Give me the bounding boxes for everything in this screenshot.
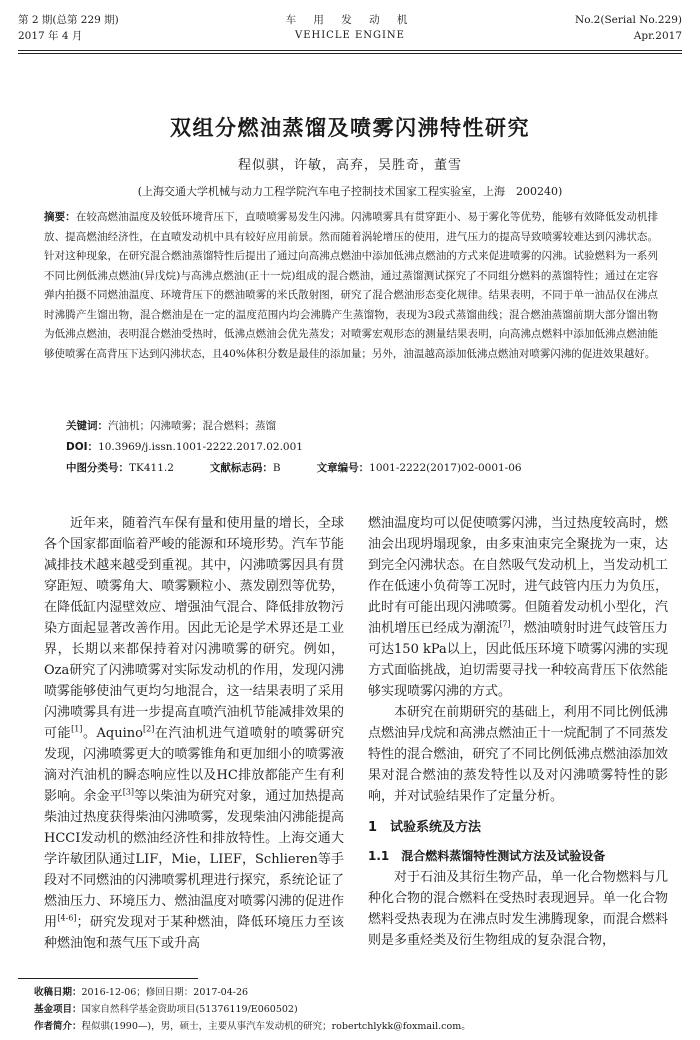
footnote — [34, 984, 674, 1035]
header-rule-bottom — [18, 53, 682, 54]
abstract — [44, 208, 658, 364]
doi-label: DOI： — [66, 441, 99, 453]
doc-code-value: B — [272, 462, 281, 474]
abstract-text: 在较高燃油温度及较低环境背压下，直喷喷雾易发生闪沸。闪沸喷雾具有贯穿距小、易于雾化等优势，能够有效降低发动机排放、提高燃油经济性，在直喷发动机中具有较好应用前景。然而随着涡轮增压的使用，进气压力的提高导致喷雾较难达到闪沸状态。针对这种现象，在研究混合燃油蒸馏特性后提出了通过向高沸点燃油中添加低沸点燃油的方式来促进喷雾的闪沸。试验燃料为一系列不同比例低沸点燃油(异戊烷)与高沸点燃油(正十一烷)组成的混合燃油，通过蒸馏测试探究了不同组分燃料的蒸馏特性；通过在定容弹内拍摄不同燃油温度、环境背压下的燃油喷雾的米氏散射图，研究了混合燃油形态变化规律。结果表明，不同于单一油品仅在沸点时沸腾产生馏出物，混合燃油是在一定的温度范围内均会沸腾产生蒸馏物，表现为3段式蒸馏曲线；混合燃油蒸馏前期大部分馏出物为低沸点燃油，表明混合燃油受热时，低沸点燃油会优先蒸发；对喷雾宏观形态的测量结果表明，向高沸点燃料中添加低沸点燃油能够使喷雾在高背压下达到闪沸状态，且40%体积分数是最佳的添加量；另外，油温越高添加低沸点燃油对喷雾闪沸的促进效果越好。 — [44, 211, 658, 360]
citation-ref: [2] — [142, 724, 155, 734]
body-column-right — [368, 513, 668, 951]
keywords-value: 汽油机；闪沸喷雾；混合燃料；蒸馏 — [108, 420, 276, 432]
citation-ref: [3] — [122, 787, 135, 797]
doi — [66, 439, 303, 455]
abstract-label: 摘要： — [44, 211, 76, 223]
intro-continued: 燃油温度均可以促使喷雾闪沸，当过热度较高时，燃油会出现坍塌现象，由多束油束完全聚拢为一束，达到完全闪沸状态。在自然吸气发动机上，当发动机工作在低速小负荷等工况时，进气歧管内压力为负压，此时有可能出现闪沸喷雾。但随着发动机小型化，汽油机增压已经成为潮流[7]，燃油喷射时进气歧管压力可达150 kPa以上，因此低压环境下喷雾闪沸的实现方式面临挑战，迫切需要寻找一种较高背压下依然能够实现喷雾闪沸的方式。 — [368, 516, 668, 699]
author-list: 程似骐，许敏，高弃，吴胜奇，董雪 — [237, 158, 462, 173]
running-header — [18, 12, 682, 48]
paper-title: 双组分燃油蒸馏及喷雾闪沸特性研究 — [170, 116, 530, 140]
study-paragraph: 本研究在前期研究的基础上，利用不同比例低沸点燃油异戊烷和高沸点燃油正十一烷配制了不同蒸发特性的混合燃油，研究了不同比例低沸点燃油添加效果对混合燃油的蒸发特性以及对闪沸喷雾特性的影响，并对试验结果作了定量分析。 — [368, 705, 668, 804]
clc-value: TK411.2 — [129, 462, 174, 474]
clc-label: 中图分类号： — [66, 462, 129, 474]
method-paragraph: 对于石油及其衍生物产品，单一化合物燃料与几种化合物的混合燃料在受热时表现迥异。单一化合物燃料受热表现为在沸点时发生沸腾现象，而混合燃料则是多重烃类及衍生物组成的复杂混合物， — [368, 870, 668, 948]
citation-ref: [4-6] — [57, 913, 77, 923]
header-journal-name: 车 用 发 动 机 VEHICLE ENGINE — [285, 14, 415, 41]
received-date: 收稿日期：2016-12-06；修回日期：2017-04-26 — [34, 987, 249, 998]
citation-ref: [7] — [499, 619, 511, 629]
author-bio: 作者简介：程似骐(1990—)，男，硕士，主要从事汽车发动机的研究；robertchlykk@foxmail.com。 — [34, 1021, 471, 1032]
footnote-rule — [18, 978, 198, 979]
affiliation: (上海交通大学机械与动力工程学院汽车电子控制技术国家工程实验室，上海 200240) — [137, 185, 563, 198]
article-number-label: 文章编号： — [316, 462, 370, 474]
fund-project: 基金项目：国家自然科学基金资助项目(51376119/E060502) — [34, 1004, 298, 1015]
intro-paragraph: 近年来，随着汽车保有量和使用量的增长，全球各个国家都面临着严峻的能源和环境形势。汽车节能减排技术越来越受到重视。其中，闪沸喷雾因具有贯穿距短、喷雾角大、喷雾颗粒小、蒸发剧烈等优势，在降低缸内湿壁效应、增强油气混合、降低排放物污染方面起显著改善作用。因此无论是学术界还是工业界，长期以来都保持着对闪沸喷雾的研究。例如，Oza研究了闪沸喷雾对实际发动机的作用，发现闪沸喷雾能够使油气更均匀地混合，这一结果表明了采用闪沸喷雾具有进一步提高直喷汽油机节能减排效果的可能[1]。Aquino[2]在汽油机进气道喷射的喷雾研究发现，闪沸喷雾更大的喷雾锥角和更加细小的喷雾液滴对汽油机的瞬态响应性以及HC排放都能产生有利影响。余金平[3]等以柴油为研究对象，通过加热提高柴油过热度获得柴油闪沸喷雾，发现柴油闪沸能提高HCCI发动机的燃油经济性和排放特性。上海交通大学许敏团队通过LIF，Mie，LIEF，Schlieren等手段对不同燃油的闪沸喷雾机理进行探究，系统论证了燃油压力、环境压力、燃油温度对喷雾闪沸的促进作用[4-6]；研究发现对于某种燃油，降低环境压力至该种燃油饱和蒸气压下或升高 — [44, 516, 344, 951]
doc-code-label: 文献标志码： — [209, 462, 273, 474]
keywords — [66, 418, 276, 434]
header-issue: 第 2 期(总第 229 期) 2017 年 4 月 — [18, 14, 119, 42]
subsection-heading: 1.1 混合燃料蒸馏特性测试方法及试验设备 — [368, 849, 606, 863]
citation-ref: [1] — [71, 724, 83, 734]
header-rule-top — [18, 50, 682, 51]
article-number-value: 1001-2222(2017)02-0001-06 — [369, 462, 522, 474]
doi-value: 10.3969/j.issn.1001-2222.2017.02.001 — [98, 441, 303, 453]
header-serial: No.2(Serial No.229) Apr.2017 — [575, 14, 682, 42]
classification-line — [66, 460, 522, 476]
body-column-left — [44, 513, 344, 954]
keywords-label: 关键词： — [66, 420, 108, 432]
section-heading: 1 试验系统及方法 — [368, 820, 482, 835]
